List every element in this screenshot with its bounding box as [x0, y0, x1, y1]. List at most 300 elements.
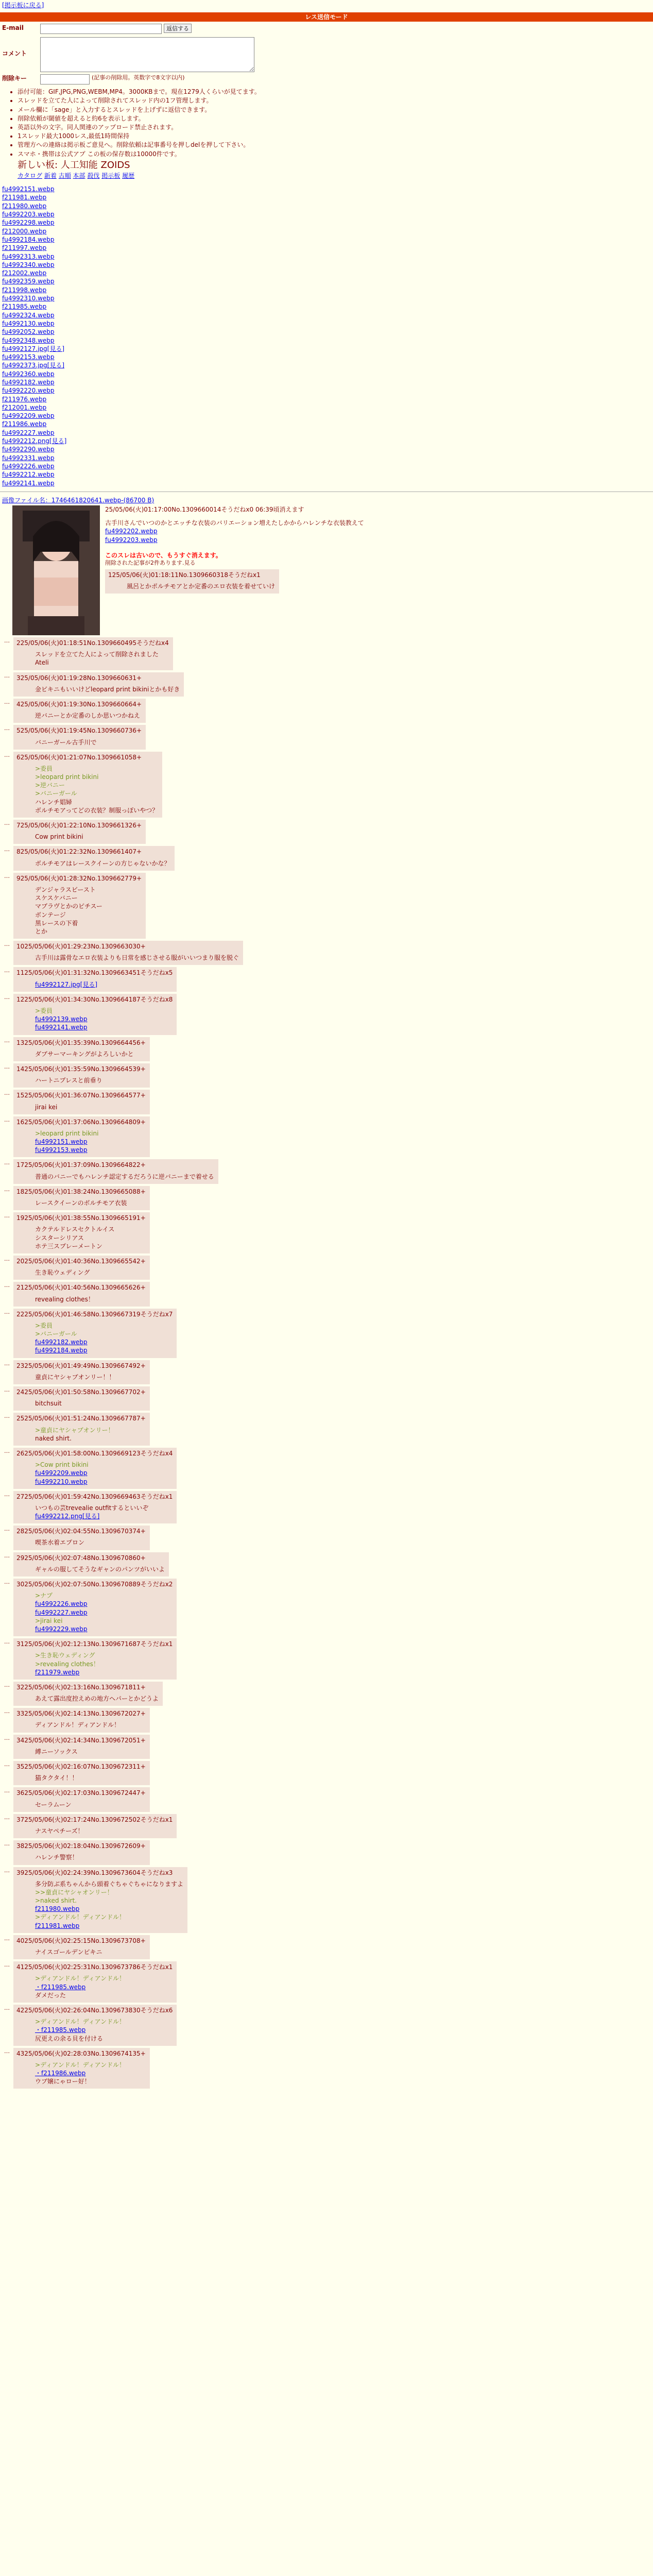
reply-comment: [35, 1225, 146, 1250]
attachment-link[interactable]: f211979.webp: [35, 1668, 80, 1676]
reply-marker: …: [4, 1159, 10, 1166]
file-list-item: [2, 479, 651, 487]
reply-post: [4, 1090, 653, 1114]
reply-post: [4, 637, 653, 670]
cat-kill-link[interactable]: 殺伐: [87, 172, 100, 179]
reply-post: [4, 1491, 653, 1524]
file-link[interactable]: fu4992212.webp: [2, 471, 55, 479]
deleted-count-note: 削除された記事が2件あります.見る: [105, 559, 196, 566]
attachment-link[interactable]: fu4992210.webp: [35, 1478, 88, 1485]
file-link[interactable]: fu4992298.webp: [2, 219, 55, 227]
email-label: E-mail: [2, 24, 24, 32]
reply-box: [13, 1638, 177, 1680]
quote-line: >バニーガール: [35, 790, 77, 798]
reply-box: [13, 2005, 177, 2046]
rule-item: • 添付可能：GIF,JPG,PNG,WEBM,MP4。3000KBまで。現在1279人くらいが見てます。: [18, 88, 651, 96]
reply-post: [4, 1212, 653, 1253]
reply-box: [13, 1552, 169, 1577]
reply-box: [13, 1186, 150, 1210]
back-to-board-link[interactable]: [掲示板に戻る]: [2, 2, 44, 9]
reply-marker: …: [4, 672, 10, 679]
reply-header[interactable]: 1225/05/06(火)01:34:30No.1309664187そうだねx8: [16, 995, 173, 1003]
attachment-link[interactable]: f211981.webp: [35, 1922, 80, 1929]
reply-header[interactable]: 3925/05/06(火)02:24:39No.1309673604そうだねx3: [16, 1869, 173, 1876]
reply-marker: …: [4, 2004, 10, 2011]
file-list-item: [2, 386, 651, 395]
comment-line: bitchsuit: [35, 1400, 62, 1408]
cat-catalog-link[interactable]: カタログ: [18, 172, 43, 179]
op-header-text: 25/05/06(火)01:17:00No.1309660014そうだねx0 06:39頃消えます: [105, 506, 304, 514]
file-link[interactable]: f211997.webp: [2, 244, 47, 252]
reply-box: [13, 846, 175, 870]
reply-post: [4, 1935, 653, 1959]
reply-marker: …: [4, 820, 10, 827]
reply-marker: …: [4, 1116, 10, 1123]
reply-header[interactable]: 3225/05/06(火)02:13:16No.1309671811+: [16, 1683, 146, 1691]
file-link[interactable]: f211998.webp: [2, 286, 47, 294]
new-board-ad[interactable]: 新しい板: 人工知能 ZOIDS: [18, 159, 130, 171]
reply-box: [13, 752, 162, 818]
reply-box: [13, 699, 146, 723]
reply-header[interactable]: 1625/05/06(火)01:37:06No.1309664809+: [16, 1118, 146, 1126]
reply-marker: …: [4, 1308, 10, 1315]
file-link[interactable]: f211986.webp: [2, 420, 47, 428]
reply-header[interactable]: 2025/05/06(火)01:40:36No.1309665542+: [16, 1257, 146, 1265]
attachment-link[interactable]: ・f211985.webp: [35, 2026, 86, 2034]
reply-header[interactable]: 925/05/06(火)01:28:32No.1309662779+: [16, 874, 142, 882]
file-list-item: [2, 244, 651, 252]
reply-comment: [35, 2061, 146, 2086]
quote-line: >>童貞にヤシャオンリー！: [35, 1888, 113, 1896]
file-link[interactable]: fu4992313.webp: [2, 252, 55, 260]
comment-line: ハートニプレスと前垂り: [35, 1077, 102, 1084]
reply-comment: [35, 1373, 146, 1381]
comment-line: 古手川は露骨なエロ衣装よりも日常を感じさせる服がいいつまり服を脱ぐ: [35, 954, 239, 962]
comment-line: naked shirt.: [35, 1434, 72, 1442]
file-list-item: [2, 311, 651, 319]
reply-post: [4, 1961, 653, 2003]
attachment-link[interactable]: fu4992229.webp: [35, 1625, 88, 1633]
file-list-item: [2, 328, 651, 336]
file-link[interactable]: fu4992220.webp: [2, 387, 55, 395]
file-list-item: [2, 361, 651, 369]
attachment-link[interactable]: fu4992227.webp: [35, 1608, 88, 1616]
file-list-item: [2, 286, 651, 294]
comment-line: ボルチモアってどの衣装？制服っぽいやつ？: [35, 806, 159, 814]
reply-box: [13, 1360, 150, 1384]
file-link[interactable]: fu4992209.webp: [2, 412, 55, 420]
reply-comment: [35, 685, 180, 693]
comment-line: ボルチモアはレースクイーンの方じゃないかな？: [35, 859, 170, 867]
reply-header[interactable]: 2125/05/06(火)01:40:56No.1309665626+: [16, 1284, 146, 1292]
file-list-item: [2, 445, 651, 453]
reply-header[interactable]: 3825/05/06(火)02:18:04No.1309672609+: [16, 1842, 146, 1850]
reply-header[interactable]: 2925/05/06(火)02:07:48No.1309670860+: [16, 1554, 146, 1562]
reply-comment: [35, 980, 173, 989]
comment-line: ディアンドル！ディアンドル！: [35, 1721, 121, 1729]
file-link[interactable]: f211976.webp: [2, 395, 47, 403]
file-link[interactable]: fu4992373.jpg[見る]: [2, 362, 65, 369]
file-link[interactable]: fu4992203.webp: [2, 211, 55, 218]
reply-marker: …: [4, 1638, 10, 1646]
op-file-link[interactable]: 画像ファイル名：1746461820641.webp-(86700 B): [2, 496, 154, 504]
reply-post: [4, 1386, 653, 1411]
reply-box: [13, 1448, 177, 1489]
comment-line: ダメだった: [35, 1991, 66, 1999]
rule-item: • スマホ・携帯は公式アプ この板の保存数は10000件です。: [18, 150, 651, 158]
reply-comment: [35, 1173, 214, 1181]
reply-post: [4, 699, 653, 723]
reply-comment: [35, 1295, 146, 1303]
reply-box: [105, 569, 279, 594]
file-link[interactable]: fu4992310.webp: [2, 295, 55, 302]
reply-box: [13, 967, 177, 991]
submit-reply-button[interactable]: 返信する: [164, 24, 192, 33]
reply-box: [13, 994, 177, 1035]
op-header: [105, 505, 364, 514]
quote-line: >ディアンドル！ディアンドル！: [35, 2018, 126, 2026]
reply-post: [4, 1526, 653, 1550]
reply-comment: 風呂とかポルチモアとか定番のエロ衣装を着せていけ: [127, 583, 276, 590]
file-list-item: [2, 235, 651, 244]
op-file-line: [2, 496, 651, 504]
reply-header[interactable]: 3425/05/06(火)02:14:34No.1309672051+: [16, 1736, 146, 1744]
reply-comment: [35, 1827, 173, 1835]
cat-history-link[interactable]: 履歴: [122, 172, 135, 179]
reply-marker: …: [4, 993, 10, 1001]
comment-line: デンジャラスビースト: [35, 886, 96, 893]
file-list-item: [2, 294, 651, 302]
quote-line: >童貞にヤシャブオンリー！: [35, 1426, 114, 1434]
attachment-link[interactable]: fu4992153.webp: [35, 1146, 88, 1154]
reply-header[interactable]: 2225/05/06(火)01:46:58No.1309667319そうだねx7: [16, 1310, 173, 1318]
reply-header[interactable]: 1725/05/06(火)01:37:09No.1309664822+: [16, 1161, 146, 1169]
comment-line: ハレンチ娼婦: [35, 798, 72, 806]
expiry-warning: このスレは古いので、もうすぐ消えます。: [105, 551, 222, 559]
reply-box: [13, 1413, 150, 1446]
delkey-note: (記事の削除用。英数字で8文字以内): [92, 74, 185, 81]
comment-line: レースクイーンのボルチモア衣装: [35, 1199, 127, 1207]
reply-marker: …: [4, 1185, 10, 1193]
reply-box: [13, 1735, 150, 1759]
file-link[interactable]: f211980.webp: [2, 202, 47, 210]
file-list-item: [2, 429, 651, 437]
quote-line: >委員: [35, 765, 53, 772]
reply-post: [4, 1186, 653, 1210]
reply-post: [4, 1682, 653, 1706]
reply-marker: …: [4, 1579, 10, 1586]
cat-main-link[interactable]: 本部: [73, 172, 85, 179]
file-list-item: [2, 353, 651, 361]
reply-box: [13, 820, 146, 844]
reply-post: [4, 1638, 653, 1680]
reply-post: [4, 1448, 653, 1489]
reply-marker: …: [4, 1386, 10, 1394]
file-link[interactable]: fu4992151.webp: [2, 185, 55, 193]
reply-box: [13, 873, 146, 939]
rule-item: • スレッドを立てた人によって削除されてスレッド内の1フ管理します。: [18, 96, 651, 105]
file-link[interactable]: f212000.webp: [2, 227, 47, 235]
reply-marker: …: [4, 1212, 10, 1219]
reply-header[interactable]: 1925/05/06(火)01:38:55No.1309665191+: [16, 1214, 146, 1222]
reply-box: [13, 1090, 150, 1114]
quote-line: >ナプ: [35, 1592, 53, 1600]
reply-post: [4, 1552, 653, 1577]
comment-line: Cow print bikini: [35, 833, 83, 841]
reply-header[interactable]: 2425/05/06(火)01:50:58No.1309667702+: [16, 1388, 146, 1396]
file-list-item: [2, 210, 651, 218]
reply-header[interactable]: 1825/05/06(火)01:38:24No.1309665088+: [16, 1188, 146, 1195]
reply-marker: …: [4, 1037, 10, 1044]
comment-line: ダブサーマーキングがよろしいかと: [35, 1050, 134, 1058]
file-link[interactable]: fu4992340.webp: [2, 261, 55, 268]
reply-comment: [35, 1853, 146, 1861]
reply-comment: [35, 1399, 146, 1408]
reply-marker: …: [4, 1447, 10, 1454]
comment-line: 逆バニーとか定番のしか思いつかねえ: [35, 712, 141, 720]
delete-key-field[interactable]: [40, 74, 90, 84]
reply-box: [13, 672, 184, 697]
file-link[interactable]: fu4992226.webp: [2, 462, 55, 470]
reply-box: [13, 1526, 150, 1550]
reply-comment: [35, 954, 239, 962]
file-list-item: [2, 378, 651, 386]
reply-box: [13, 1309, 177, 1358]
reply-box: [13, 1935, 150, 1959]
reply-header[interactable]: 625/05/06(火)01:21:07No.1309661058+: [16, 753, 142, 761]
quote-line: >生き恥ウェディング: [35, 1652, 95, 1659]
cat-new-link[interactable]: 新着: [44, 172, 57, 179]
reply-marker: …: [4, 941, 10, 948]
reply-marker: …: [4, 1840, 10, 1848]
reply-header[interactable]: 125/05/06(火)01:18:11No.1309660318そうだねx1: [108, 571, 261, 579]
file-link[interactable]: fu4992324.webp: [2, 311, 55, 319]
reply-header[interactable]: 4225/05/06(火)02:26:04No.1309673830そうだねx6: [16, 2006, 173, 2014]
cat-board-link[interactable]: 掲示板: [101, 172, 121, 179]
reply-header[interactable]: 4325/05/06(火)02:28:03No.1309674135+: [16, 2049, 146, 2057]
comment-line: バニーガール古手川で: [35, 738, 97, 746]
reply-post: [4, 725, 653, 749]
attachment-link[interactable]: fu4992209.webp: [35, 1469, 88, 1477]
reply-header[interactable]: 825/05/06(火)01:22:32No.1309661407+: [16, 848, 142, 856]
attachment-link[interactable]: fu4992184.webp: [35, 1347, 88, 1354]
reply-marker: …: [4, 2047, 10, 2055]
reply-marker: …: [4, 1867, 10, 1874]
reply-header[interactable]: 1425/05/06(火)01:35:59No.1309664539+: [16, 1065, 146, 1073]
reply-comment: [35, 1721, 146, 1729]
reply-post: [4, 820, 653, 844]
reply-marker: …: [4, 1708, 10, 1715]
reply-box: [13, 2048, 150, 2089]
category-links: [18, 172, 651, 180]
reply-post: [4, 2048, 653, 2089]
reply-box: [13, 1961, 177, 2003]
reply-box: [13, 1116, 150, 1158]
quote-line: >委員: [35, 1321, 53, 1329]
reply-header[interactable]: 2725/05/06(火)01:59:42No.1309669463そうだねx1: [16, 1493, 173, 1500]
op-attachment-link[interactable]: fu4992203.webp: [105, 536, 158, 544]
reply-box: [13, 1761, 150, 1785]
file-list-item: [2, 218, 651, 227]
reply-post: [4, 1735, 653, 1759]
file-link[interactable]: f211985.webp: [2, 303, 47, 311]
reply-box: [13, 1814, 177, 1838]
reply-marker: …: [4, 1734, 10, 1741]
reply-header[interactable]: 3125/05/06(火)02:12:13No.1309671687そうだねx1: [16, 1640, 173, 1648]
reply-marker: …: [4, 1935, 10, 1942]
reply-marker: …: [4, 1360, 10, 1367]
file-link[interactable]: fu4992331.webp: [2, 454, 55, 462]
reply-header[interactable]: 3725/05/06(火)02:17:24No.1309672502そうだねx1: [16, 1816, 173, 1823]
file-list-item: [2, 277, 651, 285]
reply-header[interactable]: 325/05/06(火)01:19:28No.1309660631+: [16, 674, 142, 682]
reply-header[interactable]: 2825/05/06(火)02:04:55No.1309670374+: [16, 1528, 146, 1535]
file-link[interactable]: fu4992182.webp: [2, 379, 55, 386]
comment-line: シスターシリアス: [35, 1234, 84, 1242]
reply-comment: [35, 1948, 146, 1956]
file-link[interactable]: fu4992227.webp: [2, 429, 55, 436]
quote-line: >jirai kei: [35, 1617, 63, 1624]
reply-comment: [35, 1565, 165, 1573]
reply-header[interactable]: 525/05/06(火)01:19:45No.1309660736+: [16, 727, 142, 735]
comment-line: ナイスゴールデンビキニ: [35, 1948, 102, 1956]
comment-line: ギャルの服してそうなギャンのパンツがいいよ: [35, 1565, 165, 1573]
reply-header[interactable]: 225/05/06(火)01:18:51No.1309660495そうだねx4: [16, 639, 169, 647]
reply-mode-bar: レス送信モード: [0, 12, 653, 22]
file-link[interactable]: fu4992130.webp: [2, 319, 55, 327]
reply-comment: [35, 1538, 146, 1547]
file-link[interactable]: fu4992212.png[見る]: [2, 437, 67, 445]
quote-line: >委員: [35, 1007, 53, 1015]
reply-box: [13, 637, 173, 670]
comment-line: Ateli: [35, 659, 49, 667]
quote-line: >leopard print bikini: [35, 773, 99, 781]
reply-box: [13, 1491, 177, 1524]
reply-box: [13, 1037, 150, 1061]
op-attachment-link[interactable]: fu4992202.webp: [105, 528, 158, 535]
reply-post: [4, 941, 653, 965]
rule-item: • 英語以外の文字。同人関連のアップロード禁止されます。: [18, 123, 651, 131]
attachment-link[interactable]: fu4992127.jpg[見る]: [35, 980, 98, 988]
reply-comment: [35, 650, 169, 667]
file-link[interactable]: fu4992360.webp: [2, 370, 55, 378]
file-link[interactable]: fu4992184.webp: [2, 235, 55, 243]
reply-marker: …: [4, 751, 10, 758]
top-nav: [0, 0, 653, 10]
reply-post: [4, 672, 653, 697]
file-list-item: [2, 252, 651, 261]
attachment-link[interactable]: ・f211985.webp: [35, 1983, 86, 1991]
comment-line: セーラムーン: [35, 1801, 72, 1808]
reply-marker: …: [4, 1526, 10, 1533]
comment-textarea[interactable]: [40, 37, 254, 72]
file-link[interactable]: f212002.webp: [2, 269, 47, 277]
reply-comment: [35, 1199, 146, 1207]
reply-post: [4, 1814, 653, 1838]
reply-header[interactable]: 3025/05/06(火)02:07:50No.1309670889そうだねx2: [16, 1581, 173, 1588]
reply-header[interactable]: 725/05/06(火)01:22:10No.1309661326+: [16, 822, 142, 829]
file-link[interactable]: f211981.webp: [2, 194, 47, 201]
reply-header[interactable]: 2525/05/06(火)01:51:24No.1309667787+: [16, 1415, 146, 1422]
reply-post: [4, 1256, 653, 1280]
reply-comment: [35, 1076, 146, 1084]
attachment-link[interactable]: fu4992226.webp: [35, 1600, 88, 1608]
reply-comment: [35, 1801, 146, 1809]
file-link[interactable]: fu4992153.webp: [2, 353, 55, 361]
comment-line: いつもの芸trevealie outfitするといいぞ: [35, 1504, 149, 1512]
reply-comment: [35, 2018, 173, 2043]
email-field[interactable]: [40, 24, 162, 34]
reply-header[interactable]: 4025/05/06(火)02:25:15No.1309673708+: [16, 1937, 146, 1944]
reply-comment: [35, 1774, 146, 1782]
reply-marker: …: [4, 1814, 10, 1821]
reply-marker: …: [4, 698, 10, 705]
reply-header[interactable]: 1125/05/06(火)01:31:32No.1309663451そうだねx5: [16, 969, 173, 977]
reply-box: [13, 1212, 150, 1253]
quote-line: >逆バニー: [35, 782, 65, 789]
comment-line: あえて露出度控えめの地方ヘパーとかどうよ: [35, 1695, 159, 1703]
file-link[interactable]: fu4992348.webp: [2, 336, 55, 344]
reply-comment: [35, 1974, 173, 1999]
reply-header[interactable]: 3625/05/06(火)02:17:03No.1309672447+: [16, 1789, 146, 1797]
reply-comment: [35, 711, 142, 720]
file-link[interactable]: fu4992359.webp: [2, 278, 55, 285]
reply-header[interactable]: 1525/05/06(火)01:36:07No.1309664577+: [16, 1092, 146, 1099]
reply-box: [13, 1787, 150, 1811]
file-list-item: [2, 395, 651, 403]
rule-item: • 管理方への連絡は掲示板ご意見へ。削除依頼は記事番号を押しdelを押して下さい。: [18, 141, 651, 149]
attachment-link[interactable]: fu4992182.webp: [35, 1338, 88, 1346]
comment-line: 黒レースの下着: [35, 919, 78, 927]
file-link[interactable]: fu4992141.webp: [2, 479, 55, 487]
file-link[interactable]: fu4992052.webp: [2, 328, 55, 336]
reply-header[interactable]: 2325/05/06(火)01:49:49No.1309667492+: [16, 1362, 146, 1369]
reply-header[interactable]: 3525/05/06(火)02:16:07No.1309672311+: [16, 1763, 146, 1771]
quote-line: >ディアンドル！ディアンドル！: [35, 2061, 126, 2069]
reply-header[interactable]: 1025/05/06(火)01:29:23No.1309663030+: [16, 943, 146, 951]
reply-header[interactable]: 1325/05/06(火)01:35:39No.1309664456+: [16, 1039, 146, 1046]
reply-header[interactable]: 425/05/06(火)01:19:30No.1309660664+: [16, 700, 142, 708]
comment-line: とか: [35, 927, 48, 935]
reply-box: [13, 1159, 218, 1183]
op-thumbnail-image[interactable]: [12, 505, 100, 635]
reply-post: [4, 994, 653, 1035]
comment-line: ナスヤペチーズ！: [35, 1827, 84, 1835]
comment-line: ホテ三スプレーメートン: [35, 1242, 102, 1250]
reply-header[interactable]: 4125/05/06(火)02:25:31No.1309673786そうだねx1: [16, 1963, 173, 1971]
attachment-link[interactable]: f211980.webp: [35, 1905, 80, 1913]
reply-header[interactable]: 3325/05/06(火)02:14:13No.1309672027+: [16, 1710, 146, 1718]
attachment-link[interactable]: fu4992151.webp: [35, 1138, 88, 1146]
comment-line: jirai kei: [35, 1103, 58, 1111]
reply-marker: …: [4, 872, 10, 879]
attachment-link[interactable]: ・f211986.webp: [35, 2070, 86, 2077]
file-link[interactable]: fu4992290.webp: [2, 446, 55, 453]
reply-marker: …: [4, 1787, 10, 1794]
reply-post: [4, 1840, 653, 1865]
file-link[interactable]: f212001.webp: [2, 403, 47, 411]
attachment-link[interactable]: fu4992141.webp: [35, 1024, 88, 1031]
cat-old-link[interactable]: 古順: [58, 172, 71, 179]
file-list-item: [2, 202, 651, 210]
attachment-link[interactable]: fu4992212.png[見る]: [35, 1513, 100, 1520]
comment-line: 尻更えの余る貝を付ける: [35, 2035, 104, 2042]
reply-post: [4, 873, 653, 939]
reply-header[interactable]: 2625/05/06(火)01:58:00No.1309669123そうだねx4: [16, 1449, 173, 1457]
reply-marker: …: [4, 637, 10, 645]
attachment-link[interactable]: fu4992139.webp: [35, 1015, 88, 1023]
file-link[interactable]: fu4992127.jpg[見る]: [2, 345, 65, 352]
